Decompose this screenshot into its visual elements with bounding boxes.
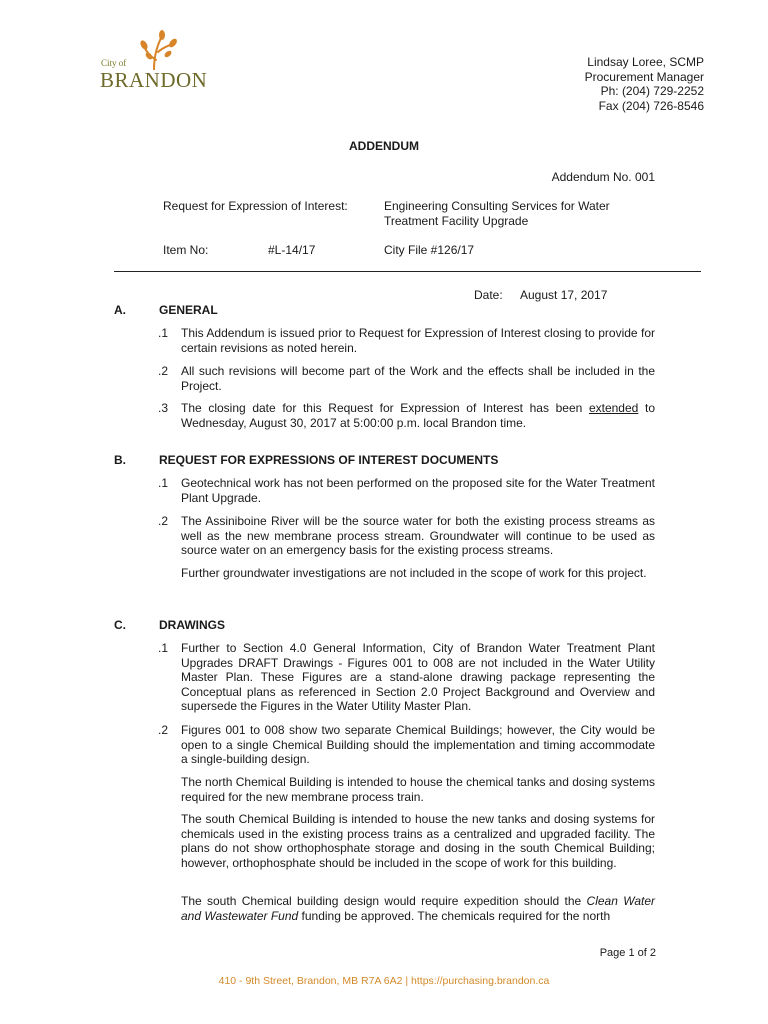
- section-c-letter: C.: [114, 618, 126, 632]
- city-logo: [98, 30, 218, 94]
- page-number: Page 1 of 2: [599, 947, 656, 959]
- section-a-para-3-end: to Wednesday, August 30, 2017 at 5:00:00 p.m. local Brandon time.: [181, 401, 655, 430]
- section-c-para-1: Further to Section 4.0 General Information, City of Brandon Water Treatment Plant Upgrades DRAFT Drawings - Figures 001 to 008 are not included in the Water Utility Master Plan. These Figures are a stand-alone drawing package representing the Conceptual plans as referenced in Section 2.0 Project Background and Overview and supersede the Figures in the Water Utility Master Plan.: [181, 641, 655, 713]
- header-divider: [114, 271, 701, 272]
- section-c-title: DRAWINGS: [159, 618, 225, 632]
- contact-role: Procurement Manager: [584, 69, 704, 84]
- addendum-number: Addendum No. 001: [551, 170, 655, 184]
- date-value: August 17, 2017: [520, 288, 608, 302]
- footer-address: 410 - 9th Street, Brandon, MB R7A 6A2 | https://purchasing.brandon.ca: [218, 975, 550, 987]
- contact-fax: Fax (204) 726-8546: [598, 98, 704, 113]
- section-b-para-2: The Assiniboine River will be the source water for both the existing process streams as well as the new membrane process stream. Groundwater will continue to be used as source water on an emergency basis for the existing process streams.: [181, 514, 655, 557]
- section-a-para-1: This Addendum is issued prior to Request for Expression of Interest closing to provide for certain revisions as noted herein.: [181, 326, 655, 355]
- section-a-num-2: .2: [158, 364, 169, 378]
- section-c-para-4: The south Chemical Building is intended to house the new tanks and dosing systems for chemicals used in the existing process trains as a centralized and upgraded facility. The plans do not show orthophosphate storage and dosing in the south Chemical Building; however, orthophosphate should be included in the scope of work for this building.: [181, 812, 655, 870]
- section-a-num-1: .1: [158, 326, 169, 340]
- section-b-num-2: .2: [158, 514, 169, 528]
- section-a-extended: extended: [588, 401, 639, 415]
- rfei-value-line-2: Treatment Facility Upgrade: [384, 214, 529, 228]
- section-c-para-2: Figures 001 to 008 show two separate Chemical Buildings; however, the City would be open to a single Chemical Building should the implementation and timing accommodate a single-building design.: [181, 723, 655, 766]
- section-a-para-3: [181, 401, 655, 430]
- logo-wordmark: BRANDON: [100, 68, 208, 92]
- section-c-para-5-end: funding be approved. The chemicals required for the north: [298, 908, 611, 923]
- section-c-num-1: .1: [158, 641, 169, 655]
- date-label: Date:: [474, 288, 503, 302]
- item-value: #L-14/17: [268, 243, 316, 257]
- contact-name: Lindsay Loree, SCMP: [587, 55, 704, 69]
- section-c-para-3: The north Chemical Building is intended to house the chemical tanks and dosing systems required for the new membrane process train.: [181, 775, 655, 804]
- section-a-letter: A.: [114, 303, 126, 317]
- contact-block: [585, 55, 704, 113]
- rfei-value-line-1: Engineering Consulting Services for Water: [384, 199, 610, 213]
- item-label: Item No:: [163, 243, 209, 257]
- section-c-fund-name: Clean Water and Wastewater Fund: [181, 894, 656, 923]
- section-b-letter: B.: [114, 453, 126, 467]
- section-b-para-1: Geotechnical work has not been performed on the proposed site for the Water Treatment Plant Upgrade.: [181, 476, 655, 505]
- section-a-title: GENERAL: [159, 303, 218, 317]
- document-title: ADDENDUM: [349, 139, 419, 153]
- section-b-para-3: Further groundwater investigations are not included in the scope of work for this project.: [181, 566, 647, 580]
- section-a-para-3-start: The closing date for this Request for Expression of Interest has been: [181, 401, 589, 415]
- section-b-num-1: .1: [158, 476, 169, 490]
- city-file: City File #126/17: [384, 243, 475, 257]
- logo-city-of: City of: [101, 58, 127, 68]
- section-a-para-2: All such revisions will become part of the Work and the effects shall be included in the Project.: [181, 364, 655, 393]
- section-a-num-3: .3: [158, 401, 169, 415]
- section-b-title: REQUEST FOR EXPRESSIONS OF INTEREST DOCUMENTS: [159, 453, 499, 467]
- wheat-icon: [132, 30, 212, 70]
- contact-phone: Ph: (204) 729-2252: [600, 84, 704, 98]
- section-c-para-5: [181, 894, 655, 923]
- section-c-para-5-start: The south Chemical building design would require expedition should the: [181, 894, 587, 908]
- rfei-label: Request for Expression of Interest:: [163, 199, 348, 213]
- section-c-num-2: .2: [158, 723, 169, 737]
- rfei-value: [384, 199, 610, 229]
